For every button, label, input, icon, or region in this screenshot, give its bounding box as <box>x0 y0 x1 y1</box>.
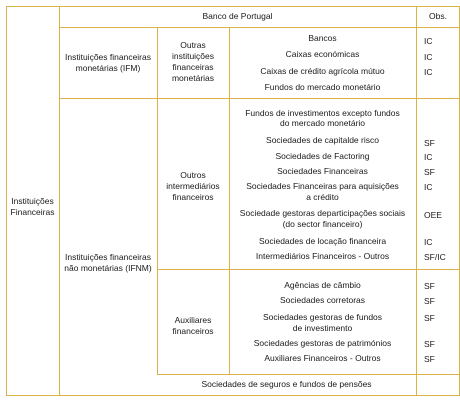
outros-row-line: Sociedades de capitalde risco <box>266 135 379 145</box>
ifm-divider <box>59 98 460 99</box>
col1-line-2: Financeiras <box>10 207 55 217</box>
ifm-row-name: Caixas de crédito agrícola mútuo <box>260 66 385 76</box>
ifm-sub-label-3: financeiras <box>172 62 214 72</box>
ifnm-label-2: não monetárias (IFNM) <box>64 263 152 273</box>
outros-row-obs: SF/IC <box>424 252 446 262</box>
outros-label-2: intermediários <box>166 181 220 191</box>
auxiliares-row-obs: SF <box>424 339 435 349</box>
header-obs: Obs. <box>429 11 447 21</box>
footer-divider <box>157 374 460 375</box>
outros-label-3: financeiros <box>172 192 214 202</box>
ifm-row-obs: IC <box>424 36 433 46</box>
ifm-label-1: Instituições financeiras <box>65 52 151 62</box>
outros-row-line: Intermediários Financeiros - Outros <box>255 251 390 261</box>
outros-row-obs: SF <box>424 167 435 177</box>
ifm-sub-label-2: instituições <box>171 51 215 61</box>
auxiliares-row-obs: SF <box>424 296 435 306</box>
auxiliares-row-line: Sociedades gestoras de fundos <box>262 312 383 322</box>
ifm-row-name: Bancos <box>308 33 337 43</box>
outros-row-line: Sociedades Financeiras para aquisições <box>246 181 399 191</box>
auxiliares-row-line: de investimento <box>292 323 353 333</box>
outros-row-obs: OEE <box>424 210 442 220</box>
ifm-sub-label-4: monetárias <box>171 73 215 83</box>
outros-row-obs: IC <box>424 152 433 162</box>
outros-row-line: do mercado monetário <box>279 118 366 128</box>
outros-row-line: Sociedades Financeiras <box>277 166 368 176</box>
header-divider <box>59 27 460 28</box>
outros-row-obs: IC <box>424 237 433 247</box>
outros-label-1: Outros <box>180 170 206 180</box>
ifm-row-name: Fundos do mercado monetário <box>264 82 381 92</box>
header-banco: Banco de Portugal <box>202 11 273 21</box>
auxiliares-label-2: financeiros <box>172 326 214 336</box>
outros-row-line: a crédito <box>306 192 339 202</box>
ifm-row-obs: IC <box>424 67 433 77</box>
outros-row-obs: IC <box>424 182 433 192</box>
outros-row-line: Sociedades de Factoring <box>275 151 370 161</box>
border-bottom <box>6 395 460 396</box>
outros-row-line: Fundos de investimentos excepto fundos <box>245 108 400 118</box>
auxiliares-row-obs: SF <box>424 354 435 364</box>
border-top <box>6 6 460 7</box>
auxiliares-row-obs: SF <box>424 313 435 323</box>
auxiliares-row-line: Sociedades corretoras <box>279 295 366 305</box>
footer-row-text: Sociedades de seguros e fundos de pensões <box>201 379 372 389</box>
auxiliares-row-obs: SF <box>424 281 435 291</box>
col-divider-obs <box>416 6 417 396</box>
auxiliares-row-line: Auxiliares Financeiros - Outros <box>264 353 381 363</box>
auxiliares-divider <box>157 269 460 270</box>
ifm-row-obs: IC <box>424 52 433 62</box>
ifm-label-2: monetárias (IFM) <box>75 63 141 73</box>
outros-row-line: Sociedades de locação financeira <box>258 236 387 246</box>
auxiliares-label-1: Auxiliares <box>174 315 212 325</box>
auxiliares-row-line: Agências de câmbio <box>284 280 361 290</box>
ifm-sub-label-1: Outras <box>180 40 206 50</box>
outros-row-line: Sociedade gestoras departicipações sociais <box>239 208 406 218</box>
ifm-row-name: Caixas económicas <box>285 49 360 59</box>
ifnm-label-1: Instituições financeiras <box>65 252 151 262</box>
outros-row-line: (do sector financeiro) <box>282 219 363 229</box>
col1-line-1: Instituições <box>11 196 54 206</box>
outros-row-obs: SF <box>424 138 435 148</box>
auxiliares-row-line: Sociedades gestoras de patrimónios <box>253 338 392 348</box>
